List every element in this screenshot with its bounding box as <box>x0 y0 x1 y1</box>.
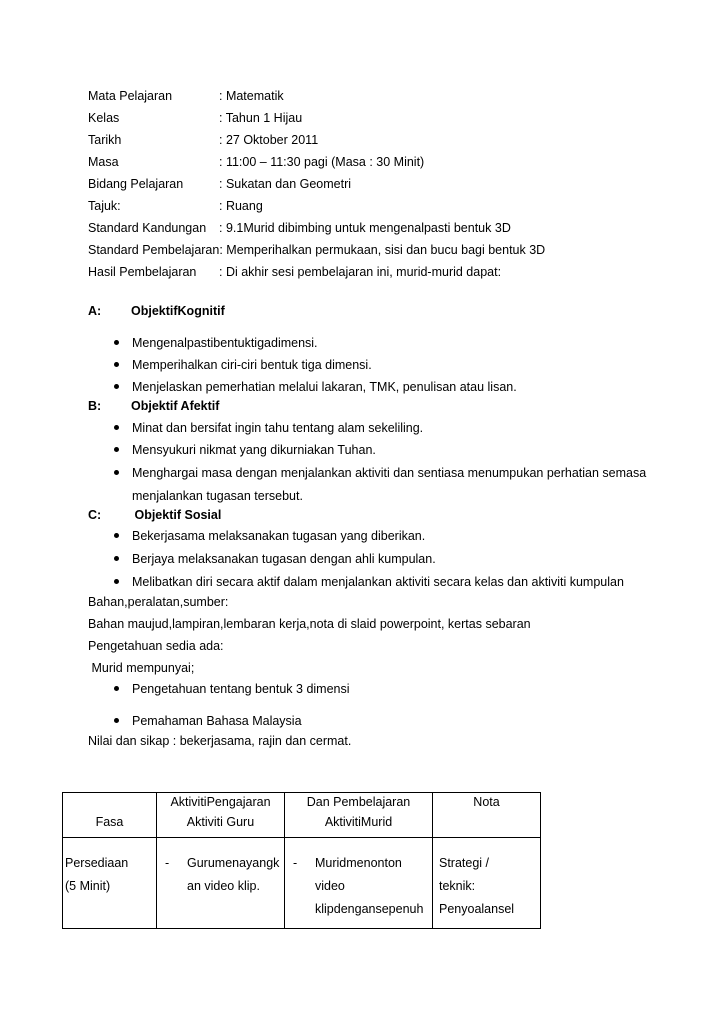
cell-text: Persediaan <box>65 856 129 870</box>
column-header: Fasa <box>95 815 124 829</box>
list-item-text: Menghargai masa dengan menjalankan aktiviti dan sentiasa menumpukan perhatian semasa <box>132 466 647 480</box>
header-label: Hasil Pembelajaran <box>88 265 197 279</box>
bullet-icon <box>114 425 119 430</box>
header-cell-nota <box>433 793 541 838</box>
cell-text: an video klip. <box>187 879 260 893</box>
list-item-text: Mensyukuri nikmat yang dikurniakan Tuhan. <box>132 443 376 457</box>
cell-text: Strategi / <box>439 856 490 870</box>
bullet-icon <box>114 533 119 538</box>
cell-nota <box>433 838 541 929</box>
header-label: Tajuk: <box>88 199 121 213</box>
header-label: Tarikh <box>88 133 122 147</box>
cell-text: Penyoalansel <box>439 902 515 916</box>
cell-text: teknik: <box>439 879 476 893</box>
header-label: Mata Pelajaran <box>88 89 173 103</box>
pengetahuan-label-text: Pengetahuan sedia ada: <box>88 639 224 653</box>
list-item-text: Menjelaskan pemerhatian melalui lakaran, TMK, penulisan atau lisan. <box>132 380 517 394</box>
section-letter: A: <box>88 304 102 318</box>
header-label: Bidang Pelajaran <box>88 177 184 191</box>
header-value: : Ruang <box>219 199 263 213</box>
header-value: : Matematik <box>219 89 284 103</box>
list-item-text: Mengenalpastibentuktigadimensi. <box>132 336 318 350</box>
bullet-icon <box>114 718 119 723</box>
bullet-icon <box>114 384 119 389</box>
cell-guru <box>157 838 285 929</box>
column-header: AktivitiPengajaran <box>170 795 271 809</box>
bullet-icon <box>114 447 119 452</box>
column-header: Nota <box>473 795 500 809</box>
dash-marker: - <box>293 856 298 870</box>
bullet-icon <box>114 362 119 367</box>
table-row <box>63 838 541 929</box>
section-letter: C: <box>88 508 102 522</box>
bullet-icon <box>114 686 119 691</box>
murid-mempunyai-text: Murid mempunyai; <box>88 661 195 675</box>
header-value: : 11:00 – 11:30 pagi (Masa : 30 Minit) <box>219 155 425 169</box>
list-item-text: Pengetahuan tentang bentuk 3 dimensi <box>132 682 350 696</box>
cell-text: video <box>315 879 345 893</box>
lesson-activity-table <box>62 792 541 929</box>
section-title: Objektif Sosial <box>131 508 222 522</box>
section-letter: B: <box>88 399 102 413</box>
header-label: Kelas <box>88 111 120 125</box>
header-cell-fasa <box>63 793 157 838</box>
header-value: : 27 Oktober 2011 <box>219 133 319 147</box>
section-title: Objektif Afektif <box>131 399 220 413</box>
bullet-icon <box>114 470 119 475</box>
header-value: : 9.1Murid dibimbing untuk mengenalpasti bentuk 3D <box>219 221 511 235</box>
column-header: Dan Pembelajaran <box>306 795 411 809</box>
list-item-text: Pemahaman Bahasa Malaysia <box>132 714 302 728</box>
list-item-text: Melibatkan diri secara aktif dalam menjalankan aktiviti secara kelas dan aktiviti kumpulan <box>132 575 624 589</box>
bahan-value-text: Bahan maujud,lampiran,lembaran kerja,nota di slaid powerpoint, kertas sebaran <box>88 617 531 631</box>
list-item-text: Bekerjasama melaksanakan tugasan yang diberikan. <box>132 529 426 543</box>
bahan-label-text: Bahan,peralatan,sumber: <box>88 595 229 609</box>
section-title: ObjektifKognitif <box>131 304 225 318</box>
header-value: : Di akhir sesi pembelajaran ini, murid-murid dapat: <box>219 265 502 279</box>
bullet-icon <box>114 556 119 561</box>
bullet-icon <box>114 340 119 345</box>
column-subheader: AktivitiMurid <box>324 815 393 829</box>
list-item-text: Berjaya melaksanakan tugasan dengan ahli kumpulan. <box>132 552 436 566</box>
column-subheader: Aktiviti Guru <box>186 815 255 829</box>
cell-text: klipdengansepenuh <box>315 902 424 916</box>
cell-text: Muridmenonton <box>315 856 402 870</box>
header-cell-murid <box>285 793 433 838</box>
table-header-row <box>63 793 541 838</box>
bullet-icon <box>114 579 119 584</box>
list-item-text: Memperihalkan ciri-ciri bentuk tiga dimensi. <box>132 358 372 372</box>
cell-text: (5 Minit) <box>65 879 111 893</box>
standard-pembelajaran-text: Standard Pembelajaran: Memperihalkan permukaan, sisi dan bucu bagi bentuk 3D <box>88 243 546 257</box>
list-item-text: Minat dan bersifat ingin tahu tentang alam sekeliling. <box>132 421 424 435</box>
header-cell-guru <box>157 793 285 838</box>
header-value: : Sukatan dan Geometri <box>219 177 352 191</box>
header-value: : Tahun 1 Hijau <box>219 111 303 125</box>
cell-text: Gurumenayangk <box>187 856 280 870</box>
header-label: Masa <box>88 155 119 169</box>
cell-murid <box>285 838 433 929</box>
cell-fasa <box>63 838 157 929</box>
dash-marker: - <box>165 856 170 870</box>
list-item-text: menjalankan tugasan tersebut. <box>132 489 303 503</box>
nilai-sikap-text: Nilai dan sikap : bekerjasama, rajin dan cermat. <box>88 734 352 748</box>
header-label: Standard Kandungan <box>88 221 207 235</box>
